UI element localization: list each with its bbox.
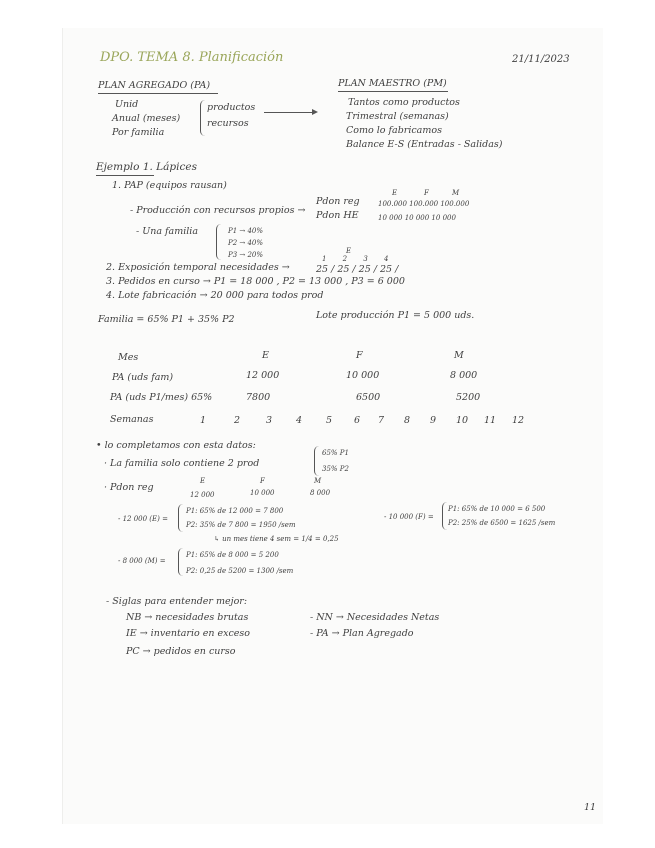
semana-num: 4 [296,415,303,426]
semana-num: 5 [326,415,333,426]
table-cell: 10 000 [346,370,380,381]
table-row-label: PA (uds fam) [112,372,174,383]
semana-num: 7 [378,415,385,426]
table-cell: 6500 [356,392,381,403]
semana-num: 3 [266,415,273,426]
ejemplo-underline [96,175,154,176]
calc-line: P2: 35% de 7 800 = 1950 /sem [186,521,296,529]
plan-maestro-heading: PLAN MAESTRO (PM) [338,78,447,89]
semana-num: 6 [354,415,361,426]
notebook-page [62,28,603,824]
calc-line: P1: 65% de 8 000 = 5 200 [186,551,279,559]
arrow-line [264,112,312,113]
familia-line: · La familia solo contiene 2 prod [104,458,260,469]
sigla-item: PC → pedidos en curso [126,646,236,657]
familia-formula: Familia = 65% P1 + 35% P2 [98,314,235,325]
calc-note: ↳ un mes tiene 4 sem = 1/4 = 0,25 [214,535,339,543]
table-cell: 12 000 [246,370,280,381]
table-cell: 8 000 [450,370,478,381]
semanas-label: Semanas [110,414,154,425]
pdon-value: 8 000 [310,489,331,497]
sigla-item: - NN → Necesidades Netas [310,612,440,623]
calc-label: - 12 000 (E) = [118,515,168,523]
col-header: F [424,189,429,197]
ejemplo-step: 1. PAP (equipos rausan) [112,180,227,191]
calc-label: - 8 000 (M) = [118,557,166,565]
ejemplo-step: 3. Pedidos en curso → P1 = 18 000 , P2 = 13 000 , P3 = 6 000 [106,276,405,287]
pdon-value: 10 000 [250,489,275,497]
pdon-col: E [200,477,206,485]
col-header: M [452,189,460,197]
produccion-label: - Producción con recursos propios → [130,205,306,216]
semana-num: 9 [430,415,437,426]
brace [216,224,222,260]
semana-num: 2 [234,415,241,426]
calc-line: P1: 65% de 10 000 = 6 500 [448,505,546,513]
sigla-item: - PA → Plan Agregado [310,628,414,639]
una-familia-label: - Una familia [136,226,199,237]
brace [314,446,320,476]
pdon-reg-label: Pdon reg [316,196,360,207]
calc-label: - 10 000 (F) = [384,513,434,521]
week-numbers: 1 2 3 4 [322,255,389,263]
table-cell: 7800 [246,392,271,403]
page-date: 21/11/2023 [512,54,570,65]
pdon-col: M [314,477,322,485]
share-item: P2 → 40% [228,239,264,247]
brace [178,504,184,532]
plan-agregado-item: Anual (meses) [112,113,181,124]
brace [178,548,184,576]
semana-num: 11 [484,415,497,426]
plan-maestro-underline [338,91,448,92]
plan-agregado-item: Unid [115,99,139,110]
table-cell: 5200 [456,392,481,403]
week-e-header: E [346,247,352,255]
share-item: P1 → 40% [228,227,264,235]
step2-values: 25 / 25 / 25 / 25 / [316,264,399,275]
siglas-heading: - Siglas para entender mejor: [106,596,248,607]
ejemplo-step: 2. Exposición temporal necesidades → [106,262,290,273]
ejemplo-step: 4. Lote fabricación → 20 000 para todos prod [106,290,324,301]
plan-agregado-brace-item: recursos [207,118,249,129]
table-header-mes: Mes [118,352,139,363]
pdon-reg-label: · Pdon reg [104,482,154,493]
lote-produccion: Lote producción P1 = 5 000 uds. [316,310,475,321]
calc-line: P2: 0,25 de 5200 = 1300 /sem [186,567,294,575]
pdon-col: F [260,477,265,485]
arrow-icon [312,109,318,115]
ejemplo-heading: Ejemplo 1. Lápices [96,161,197,173]
table-header: F [356,350,363,361]
pdon-he-values: 10 000 10 000 10 000 [378,214,456,222]
pdon-value: 12 000 [190,491,215,499]
page-title: DPO. TEMA 8. Planificación [100,50,284,65]
semana-num: 12 [512,415,525,426]
sigla-item: IE → inventario en exceso [126,628,251,639]
brace [200,100,206,136]
plan-agregado-brace-item: productos [207,102,256,113]
familia-brace-item: 35% P2 [322,465,349,473]
plan-maestro-item: Tantos como productos [348,97,460,108]
plan-maestro-item: Como lo fabricamos [346,125,442,136]
plan-maestro-item: Trimestral (semanas) [346,111,449,122]
page-number: 11 [584,802,597,813]
pdon-he-label: Pdon HE [316,210,359,221]
completar-heading: • lo completamos con esta datos: [96,440,256,451]
calc-line: P2: 25% de 6500 = 1625 /sem [448,519,556,527]
plan-agregado-heading: PLAN AGREGADO (PA) [98,80,211,91]
table-row-label: PA (uds P1/mes) 65% [110,392,213,403]
plan-agregado-item: Por familia [112,127,165,138]
table-header: E [262,350,269,361]
col-header: E [392,189,398,197]
table-header: M [454,350,464,361]
familia-brace-item: 65% P1 [322,449,349,457]
plan-maestro-item: Balance E-S (Entradas - Salidas) [346,139,503,150]
semana-num: 8 [404,415,411,426]
pdon-reg-values: 100.000 100.000 100.000 [378,200,470,208]
semana-num: 1 [200,415,207,426]
sigla-item: NB → necesidades brutas [126,612,249,623]
calc-line: P1: 65% de 12 000 = 7 800 [186,507,284,515]
semana-num: 10 [456,415,469,426]
share-item: P3 → 20% [228,251,264,259]
plan-agregado-underline [98,93,218,94]
